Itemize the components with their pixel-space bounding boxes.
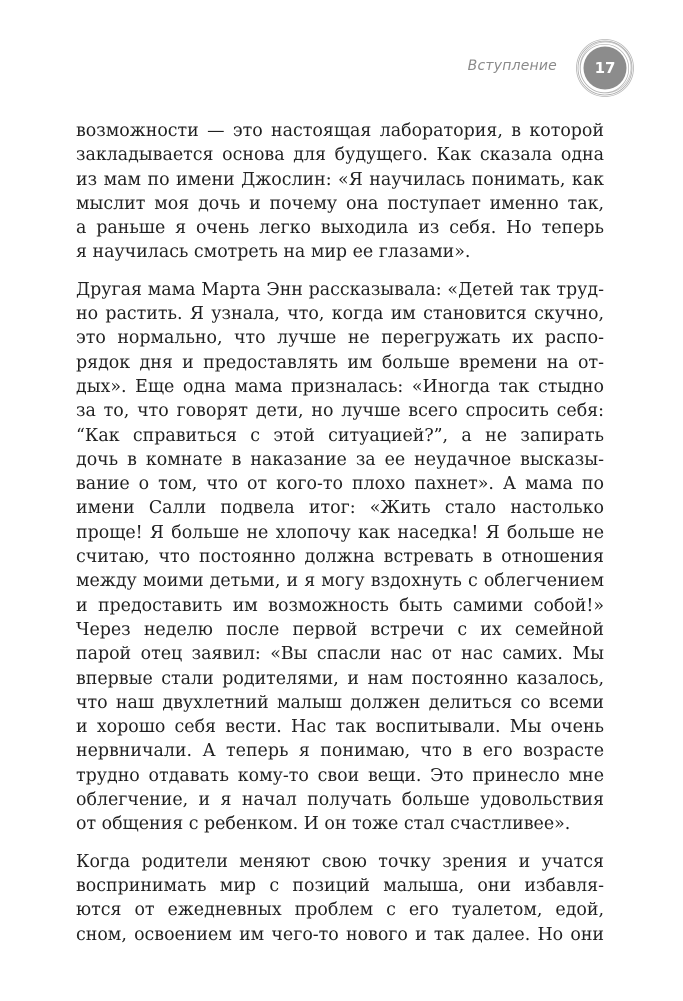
text-line: и хорошо себя вести. Нас так воспитывали. Мы очень bbox=[76, 717, 604, 738]
text-line: парой отец заявил: «Вы спасли нас от нас самих. Мы bbox=[76, 644, 604, 665]
text-line: но растить. Я узнала, что, когда им становится скучно, bbox=[76, 304, 604, 325]
text-line: нервничали. А теперь я понимаю, что в его возрасте bbox=[76, 741, 604, 762]
text-line: сном, освоением им чего-то нового и так далее. Но они bbox=[76, 924, 604, 945]
text-line: от общения с ребенком. И он тоже стал счастливее». bbox=[76, 814, 571, 835]
text-line: дых». Еще одна мама призналась: «Иногда так стыдно bbox=[76, 376, 604, 397]
text-line: воспринимать мир с позиций малыша, они избавля- bbox=[76, 875, 604, 896]
paragraph-3 bbox=[76, 850, 604, 947]
text-line: мыслит моя дочь и почему она поступает именно так, bbox=[76, 193, 604, 214]
paragraph-1 bbox=[76, 119, 604, 265]
text-line: за то, что говорят дети, но лучше всего спросить себя: bbox=[76, 401, 604, 422]
text-line: ются от ежедневных проблем с его туалетом, едой, bbox=[76, 900, 604, 921]
text-line: Через неделю после первой встречи с их семейной bbox=[76, 619, 604, 640]
text-line: из мам по имени Джослин: «Я научилась понимать, как bbox=[76, 169, 604, 190]
running-head: Вступление bbox=[467, 58, 557, 74]
text-line: дочь в комнате в наказание за ее неудачное высказы- bbox=[76, 449, 604, 470]
body-text bbox=[76, 119, 604, 947]
text-line: а раньше я очень легко выходила из себя. Но теперь bbox=[76, 218, 604, 239]
text-line: вание о том, что от кого-то плохо пахнет». А мама по bbox=[76, 474, 604, 495]
page-number: 17 bbox=[594, 59, 616, 77]
text-line: трудно отдавать кому-то свои вещи. Это принесло мне bbox=[76, 765, 604, 786]
text-line: закладывается основа для будущего. Как сказала одна bbox=[76, 145, 604, 166]
page-number-badge bbox=[575, 38, 635, 98]
text-line: Другая мама Марта Энн рассказывала: «Детей так труд- bbox=[76, 279, 604, 300]
paragraph-2 bbox=[76, 278, 604, 837]
text-line: имени Салли подвела итог: «Жить стало настолько bbox=[76, 498, 604, 519]
text-line: “Как справиться с этой ситуацией?”, а не запирать bbox=[76, 425, 604, 446]
text-line: Когда родители меняют свою точку зрения и учатся bbox=[76, 851, 604, 872]
text-line: рядок дня и предоставлять им больше времени на от- bbox=[76, 352, 604, 373]
text-line: впервые стали родителями, и нам постоянно казалось, bbox=[76, 668, 604, 689]
text-line: и предоставить им возможность быть самими собой!» bbox=[76, 595, 604, 616]
text-line: считаю, что постоянно должна встревать в отношения bbox=[76, 547, 604, 568]
text-line: облегчение, и я начал получать больше удовольствия bbox=[76, 790, 604, 811]
text-line: проще! Я больше не хлопочу как наседка! Я больше не bbox=[76, 522, 604, 543]
text-line: что наш двухлетний малыш должен делиться со всеми bbox=[76, 692, 604, 713]
page-header bbox=[468, 38, 635, 98]
text-line: между моими детьми, и я могу вздохнуть с облегчением bbox=[76, 571, 604, 592]
text-line: я научилась смотреть на мир ее глазами». bbox=[76, 242, 471, 263]
text-line: возможности — это настоящая лаборатория, в которой bbox=[76, 121, 604, 141]
text-line: это нормально, что лучше не перегружать их распо- bbox=[76, 328, 604, 349]
